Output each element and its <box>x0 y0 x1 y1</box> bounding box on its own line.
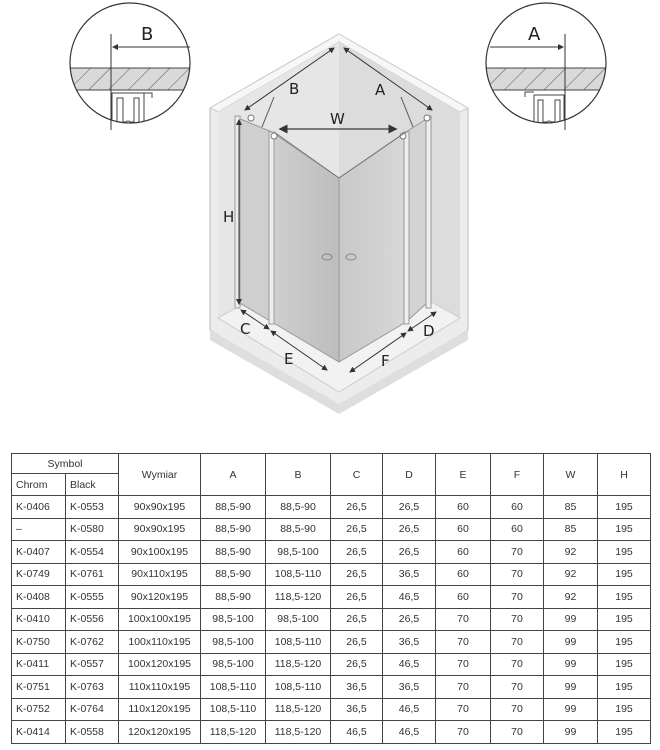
cell-black: K-0555 <box>66 586 119 609</box>
table-row <box>12 676 651 699</box>
cell-d: 46,5 <box>383 653 436 676</box>
cell-black: K-0554 <box>66 541 119 564</box>
cell-f: 70 <box>491 698 544 721</box>
label-f: F <box>381 352 390 370</box>
cell-wymiar: 100x120x195 <box>119 653 201 676</box>
dimensions-table <box>11 453 651 744</box>
cell-chrom: K-0749 <box>12 563 66 586</box>
cell-c: 26,5 <box>331 608 383 631</box>
cell-d: 36,5 <box>383 676 436 699</box>
header-c: C <box>331 454 383 496</box>
cell-black: K-0580 <box>66 518 119 541</box>
cell-a: 108,5-110 <box>201 698 266 721</box>
table-row <box>12 563 651 586</box>
cell-e: 70 <box>436 631 491 654</box>
cell-a: 98,5-100 <box>201 608 266 631</box>
cell-e: 60 <box>436 586 491 609</box>
cell-h: 195 <box>598 653 651 676</box>
table-row <box>12 698 651 721</box>
cell-d: 26,5 <box>383 518 436 541</box>
cell-f: 70 <box>491 586 544 609</box>
cell-b: 98,5-100 <box>266 541 331 564</box>
cell-chrom: – <box>12 518 66 541</box>
cell-chrom: K-0410 <box>12 608 66 631</box>
cell-f: 70 <box>491 676 544 699</box>
cell-f: 70 <box>491 608 544 631</box>
detail-label-b: B <box>141 24 154 45</box>
cell-a: 88,5-90 <box>201 586 266 609</box>
cell-black: K-0558 <box>66 721 119 744</box>
header-e: E <box>436 454 491 496</box>
cell-d: 26,5 <box>383 541 436 564</box>
cell-e: 70 <box>436 721 491 744</box>
cell-h: 195 <box>598 586 651 609</box>
cell-b: 108,5-110 <box>266 563 331 586</box>
cell-black: K-0556 <box>66 608 119 631</box>
cell-c: 26,5 <box>331 541 383 564</box>
cell-black: K-0763 <box>66 676 119 699</box>
table-body <box>12 496 651 744</box>
cell-a: 88,5-90 <box>201 541 266 564</box>
table-row <box>12 608 651 631</box>
cell-chrom: K-0751 <box>12 676 66 699</box>
label-e: E <box>284 350 294 368</box>
cell-w: 92 <box>544 563 598 586</box>
label-c: C <box>240 320 251 338</box>
table-row <box>12 518 651 541</box>
cell-e: 70 <box>436 698 491 721</box>
cell-chrom: K-0750 <box>12 631 66 654</box>
cell-h: 195 <box>598 608 651 631</box>
detail-label-a: A <box>528 24 541 45</box>
cell-h: 195 <box>598 631 651 654</box>
cell-w: 85 <box>544 518 598 541</box>
cell-w: 99 <box>544 608 598 631</box>
cell-w: 99 <box>544 676 598 699</box>
cell-b: 98,5-100 <box>266 608 331 631</box>
cell-f: 60 <box>491 496 544 519</box>
cell-chrom: K-0411 <box>12 653 66 676</box>
cell-b: 88,5-90 <box>266 518 331 541</box>
table-row <box>12 586 651 609</box>
cell-chrom: K-0406 <box>12 496 66 519</box>
cell-a: 88,5-90 <box>201 496 266 519</box>
cell-h: 195 <box>598 518 651 541</box>
cell-b: 88,5-90 <box>266 496 331 519</box>
table-row <box>12 631 651 654</box>
label-b: B <box>289 80 300 98</box>
cell-c: 46,5 <box>331 721 383 744</box>
enclosure-3d <box>210 34 468 414</box>
cell-w: 99 <box>544 631 598 654</box>
cell-black: K-0553 <box>66 496 119 519</box>
cell-w: 99 <box>544 653 598 676</box>
cell-wymiar: 90x100x195 <box>119 541 201 564</box>
cell-e: 60 <box>436 563 491 586</box>
cell-h: 195 <box>598 563 651 586</box>
cell-d: 46,5 <box>383 721 436 744</box>
cell-wymiar: 90x90x195 <box>119 496 201 519</box>
table-row <box>12 541 651 564</box>
cell-d: 46,5 <box>383 698 436 721</box>
header-b: B <box>266 454 331 496</box>
cell-wymiar: 110x110x195 <box>119 676 201 699</box>
cell-f: 70 <box>491 541 544 564</box>
cell-wymiar: 100x110x195 <box>119 631 201 654</box>
cell-black: K-0762 <box>66 631 119 654</box>
cell-f: 70 <box>491 653 544 676</box>
table-row <box>12 496 651 519</box>
cell-c: 26,5 <box>331 631 383 654</box>
header-wymiar: Wymiar <box>119 454 201 496</box>
cell-f: 70 <box>491 721 544 744</box>
cell-wymiar: 90x90x195 <box>119 518 201 541</box>
cell-a: 98,5-100 <box>201 653 266 676</box>
cell-black: K-0764 <box>66 698 119 721</box>
cell-b: 118,5-120 <box>266 698 331 721</box>
header-black: Black <box>66 474 119 496</box>
cell-chrom: K-0752 <box>12 698 66 721</box>
cell-d: 36,5 <box>383 563 436 586</box>
cell-f: 60 <box>491 518 544 541</box>
cell-h: 195 <box>598 676 651 699</box>
cell-d: 46,5 <box>383 586 436 609</box>
header-f: F <box>491 454 544 496</box>
cell-wymiar: 110x120x195 <box>119 698 201 721</box>
cell-c: 26,5 <box>331 518 383 541</box>
cell-b: 118,5-120 <box>266 653 331 676</box>
table-row <box>12 721 651 744</box>
cell-e: 70 <box>436 608 491 631</box>
header-symbol: Symbol <box>12 454 119 474</box>
cell-c: 26,5 <box>331 586 383 609</box>
cell-h: 195 <box>598 721 651 744</box>
cell-d: 26,5 <box>383 496 436 519</box>
label-h: H <box>223 208 235 226</box>
cell-e: 60 <box>436 541 491 564</box>
cell-w: 85 <box>544 496 598 519</box>
cell-b: 118,5-120 <box>266 586 331 609</box>
cell-a: 118,5-120 <box>201 721 266 744</box>
header-a: A <box>201 454 266 496</box>
cell-a: 108,5-110 <box>201 676 266 699</box>
cell-black: K-0557 <box>66 653 119 676</box>
table-row <box>12 653 651 676</box>
cell-a: 88,5-90 <box>201 563 266 586</box>
cell-black: K-0761 <box>66 563 119 586</box>
cell-f: 70 <box>491 563 544 586</box>
cell-a: 88,5-90 <box>201 518 266 541</box>
cell-b: 118,5-120 <box>266 721 331 744</box>
cell-d: 26,5 <box>383 608 436 631</box>
cell-w: 99 <box>544 721 598 744</box>
cell-e: 70 <box>436 676 491 699</box>
detail-right <box>480 3 630 133</box>
cell-wymiar: 120x120x195 <box>119 721 201 744</box>
cell-c: 36,5 <box>331 698 383 721</box>
cell-e: 70 <box>436 653 491 676</box>
cell-d: 36,5 <box>383 631 436 654</box>
cell-b: 108,5-110 <box>266 676 331 699</box>
cell-chrom: K-0414 <box>12 721 66 744</box>
cell-c: 26,5 <box>331 563 383 586</box>
cell-w: 99 <box>544 698 598 721</box>
cell-w: 92 <box>544 541 598 564</box>
cell-b: 108,5-110 <box>266 631 331 654</box>
cell-e: 60 <box>436 518 491 541</box>
cell-h: 195 <box>598 541 651 564</box>
header-h: H <box>598 454 651 496</box>
label-w: W <box>330 110 345 128</box>
header-w: W <box>544 454 598 496</box>
cell-c: 26,5 <box>331 496 383 519</box>
cell-h: 195 <box>598 698 651 721</box>
cell-h: 195 <box>598 496 651 519</box>
detail-left <box>60 3 210 133</box>
label-a: A <box>375 81 386 99</box>
cell-f: 70 <box>491 631 544 654</box>
cell-c: 26,5 <box>331 653 383 676</box>
cell-chrom: K-0408 <box>12 586 66 609</box>
cell-a: 98,5-100 <box>201 631 266 654</box>
cell-e: 60 <box>436 496 491 519</box>
cell-w: 92 <box>544 586 598 609</box>
cell-chrom: K-0407 <box>12 541 66 564</box>
label-d: D <box>423 322 435 340</box>
header-d: D <box>383 454 436 496</box>
cell-c: 36,5 <box>331 676 383 699</box>
cell-wymiar: 90x110x195 <box>119 563 201 586</box>
header-chrom: Chrom <box>12 474 66 496</box>
cell-wymiar: 90x120x195 <box>119 586 201 609</box>
cell-wymiar: 100x100x195 <box>119 608 201 631</box>
